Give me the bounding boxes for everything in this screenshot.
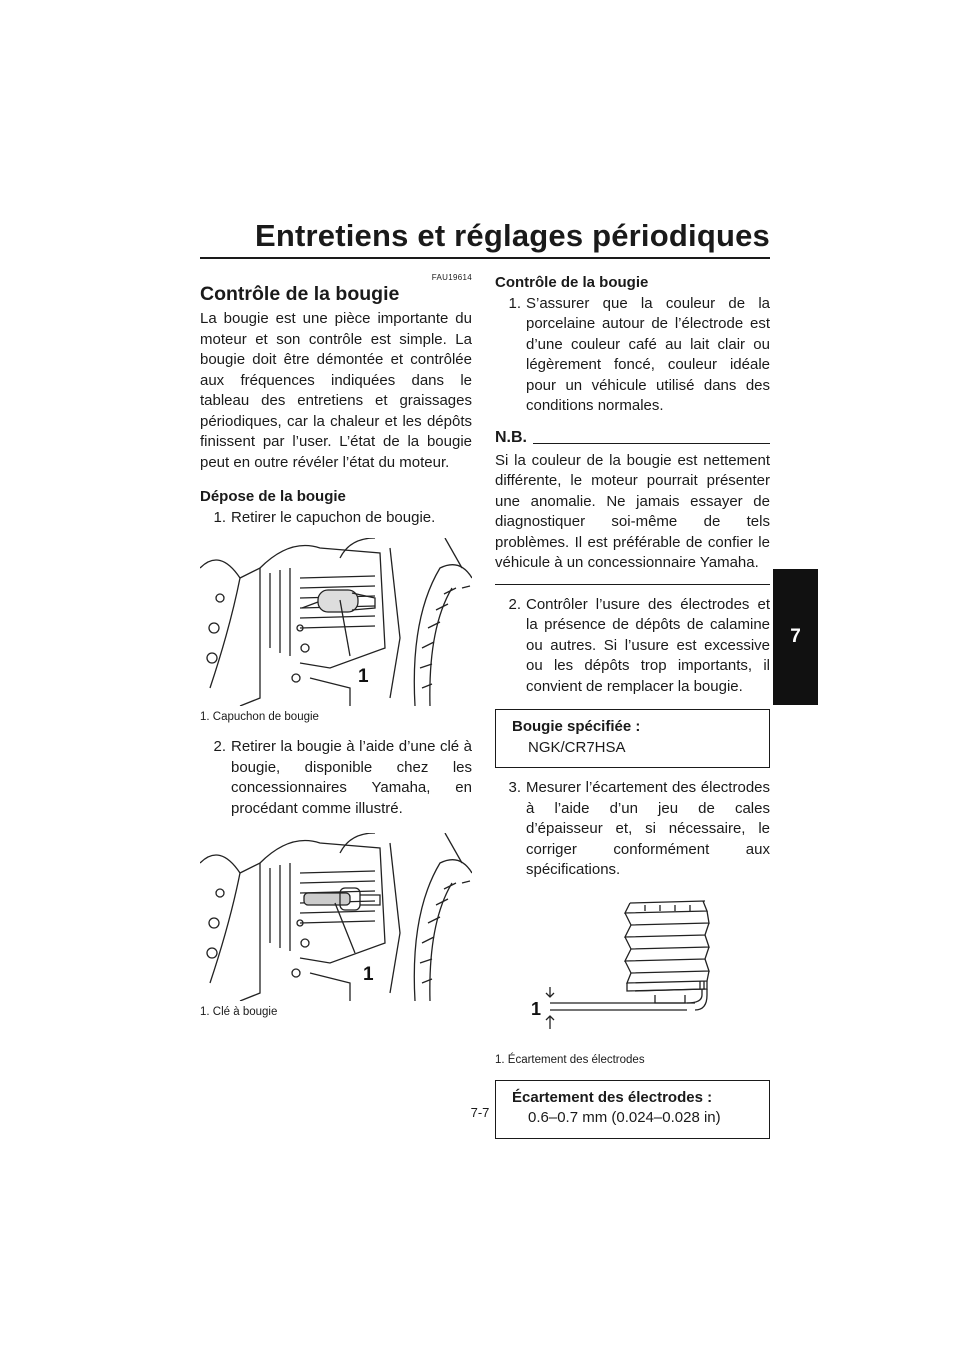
spec-value: 0.6–0.7 mm (0.024–0.028 in) — [528, 1109, 721, 1126]
spec-title: Bougie spécifiée : — [512, 718, 641, 735]
removal-step-1 — [200, 508, 472, 529]
removal-step-2 — [200, 737, 472, 819]
header-rule — [200, 257, 770, 259]
check-step-2 — [495, 595, 770, 698]
spec-title: Écartement des électrodes : — [512, 1088, 713, 1106]
spec-value: NGK/CR7HSA — [528, 738, 626, 756]
step-number: 2. — [508, 595, 521, 613]
page-number: 7-7 — [470, 1105, 490, 1120]
step-text: Mesurer l’écartement des électrodes à l’aide d’un jeu de cales d’épaisseur et, si nécessaire, le corriger conformément aux spécifications. — [526, 779, 770, 878]
note-end-rule — [495, 584, 770, 585]
section-title: Contrôle de la bougie — [200, 283, 400, 305]
spark-plug-spec-box — [495, 709, 770, 768]
section-code: FAU19614 — [431, 273, 472, 282]
chapter-tab[interactable]: 7 — [773, 569, 818, 705]
figure-caption-cap: 1. Capuchon de bougie — [200, 711, 319, 723]
intro-paragraph: La bougie est une pièce importante du moteur et son contrôle est simple. La bougie doit être démontée et contrôlée aux fréquences indiquées dans le tableau des entretiens et graissages périodiques, car la chaleur et les dépôts finissent par l’user. L’état de la bougie peut en outre révéler l’état du moteur. — [200, 310, 472, 471]
engine-drawing-wrench — [200, 833, 472, 1001]
removal-subheading: Dépose de la bougie — [200, 488, 346, 505]
figure-callout-1: 1 — [358, 666, 369, 687]
page-header-title: Entretiens et réglages périodiques — [254, 218, 770, 253]
step-text: S’assurer que la couleur de la porcelaine autour de l’électrode est d’une couleur café au lait clair ou légèrement foncé, couleur idéale pour un véhicule utilisé dans des conditions normales. — [526, 294, 770, 414]
spark-plug-gap-drawing — [495, 899, 770, 1049]
engine-drawing-cap — [200, 538, 472, 706]
note-label: N.B. — [495, 428, 527, 446]
step-text: Contrôler l’usure des électrodes et la présence de dépôts de calamine ou autres. Si l’usure est excessive ou les dépôts trop importants, il convient de remplacer la bougie. — [526, 595, 770, 695]
check-step-3 — [495, 778, 770, 881]
step-text: Retirer le capuchon de bougie. — [231, 508, 436, 526]
left-column — [200, 273, 472, 1020]
figure-callout-1: 1 — [531, 998, 542, 1019]
check-subheading: Contrôle de la bougie — [495, 274, 649, 291]
step-number: 1. — [508, 294, 521, 312]
figure-caption-gap: 1. Écartement des électrodes — [495, 1053, 645, 1066]
figure-caption-wrench: 1. Clé à bougie — [200, 1006, 278, 1018]
note-rule — [533, 443, 770, 444]
step-text: Retirer la bougie à l’aide d’une clé à bougie, disponible chez les concessionnaires Yamaha, en procédant comme illustré. — [231, 738, 472, 817]
step-number: 1. — [213, 508, 226, 526]
step-number: 3. — [508, 779, 521, 796]
step-number: 2. — [213, 738, 226, 755]
check-step-1 — [495, 294, 770, 417]
spark-plug-wrench-illustration — [200, 833, 472, 1001]
note-text: Si la couleur de la bougie est nettement différente, le moteur pourrait présenter une anomalie. Ne jamais essayer de diagnostiquer soi-même de tels problèmes. Il est préférable de confier le véhicule à un concessionnaire Yamaha. — [495, 451, 770, 571]
electrode-gap-illustration — [495, 899, 770, 1049]
note-header — [495, 429, 770, 447]
spark-plug-cap-illustration — [200, 538, 472, 706]
right-column — [495, 273, 770, 1149]
figure-callout-1: 1 — [363, 964, 374, 985]
